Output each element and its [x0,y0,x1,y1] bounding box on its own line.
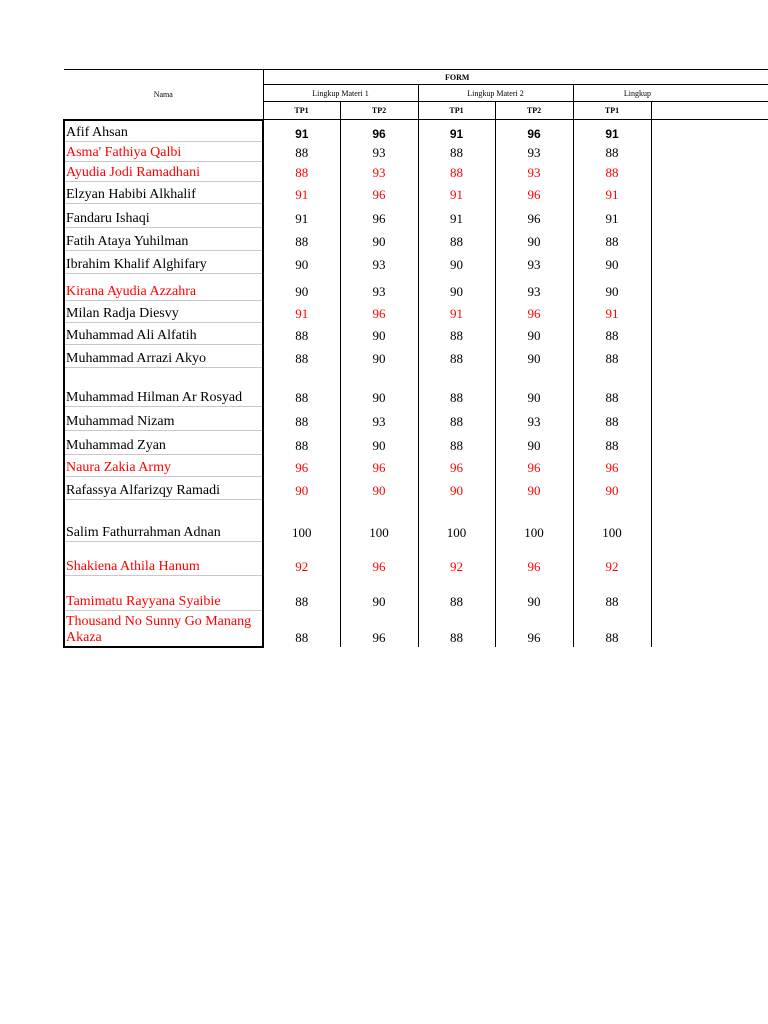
empty-cell [651,204,768,228]
score-cell: 96 [340,204,418,228]
score-cell: 90 [340,576,418,611]
score-cell: 96 [573,455,651,477]
grade-table [63,69,768,648]
score-cell: 90 [573,477,651,500]
score-cell: 96 [340,542,418,576]
score-cell: 88 [418,576,495,611]
table-row [64,477,768,500]
empty-cell [651,182,768,204]
score-cell: 88 [573,431,651,455]
score-cell: 90 [495,368,573,407]
score-cell: 88 [263,323,340,345]
score-cell: 100 [495,500,573,542]
student-name: Fandaru Ishaqi [64,204,263,228]
score-cell: 91 [573,204,651,228]
score-cell: 88 [418,611,495,647]
student-name: Kirana Ayudia Azzahra [64,274,263,301]
score-cell: 88 [263,368,340,407]
score-cell: 96 [263,455,340,477]
tp-header: TP1 [263,102,340,120]
empty-cell [651,455,768,477]
score-cell: 91 [418,301,495,323]
empty-cell [651,576,768,611]
score-cell: 88 [263,345,340,368]
student-name: Tamimatu Rayyana Syaibie [64,576,263,611]
empty-cell [651,228,768,251]
empty-cell [651,611,768,647]
score-cell: 88 [418,323,495,345]
score-cell: 88 [263,142,340,162]
score-cell: 90 [340,323,418,345]
table-row [64,455,768,477]
score-cell: 96 [495,542,573,576]
score-cell: 88 [573,323,651,345]
table-row [64,142,768,162]
student-name: Ibrahim Khalif Alghifary [64,251,263,274]
score-cell: 91 [263,120,340,142]
score-cell: 93 [495,407,573,431]
score-cell: 100 [418,500,495,542]
empty-cell [651,407,768,431]
empty-cell [651,301,768,323]
score-cell: 100 [340,500,418,542]
score-cell: 91 [418,204,495,228]
score-cell: 96 [418,455,495,477]
score-cell: 88 [573,345,651,368]
score-cell: 96 [495,455,573,477]
score-cell: 88 [418,368,495,407]
empty-cell [651,542,768,576]
student-name: Muhammad Hilman Ar Rosyad [64,368,263,407]
table-row [64,576,768,611]
score-cell: 92 [263,542,340,576]
score-cell: 88 [263,611,340,647]
score-cell: 88 [573,142,651,162]
score-cell: 90 [495,477,573,500]
score-cell: 93 [495,274,573,301]
student-name: Afif Ahsan [64,120,263,142]
table-row [64,162,768,182]
student-name: Muhammad Zyan [64,431,263,455]
score-cell: 100 [263,500,340,542]
group-header-1: Lingkup Materi 1 [263,85,418,102]
score-cell: 96 [495,120,573,142]
score-cell: 90 [340,477,418,500]
score-cell: 91 [573,120,651,142]
student-name: Muhammad Nizam [64,407,263,431]
score-cell: 96 [495,204,573,228]
student-name: Salim Fathurrahman Adnan [64,500,263,542]
score-cell: 92 [573,542,651,576]
score-cell: 88 [418,228,495,251]
student-name: Muhammad Arrazi Akyo [64,345,263,368]
empty-cell [651,477,768,500]
empty-cell [651,162,768,182]
table-row [64,368,768,407]
score-cell: 88 [418,431,495,455]
score-cell: 91 [418,182,495,204]
table-row [64,204,768,228]
tp-header: TP1 [573,102,651,120]
score-cell: 90 [573,251,651,274]
table-row [64,345,768,368]
student-name: Thousand No Sunny Go Manang Akaza [64,611,263,647]
score-cell: 90 [263,477,340,500]
student-name: Ayudia Jodi Ramadhani [64,162,263,182]
score-cell: 91 [418,120,495,142]
group-header-2: Lingkup Materi 2 [418,85,573,102]
empty-cell [651,251,768,274]
empty-cell [651,274,768,301]
student-name: Asma' Fathiya Qalbi [64,142,263,162]
score-cell: 88 [263,576,340,611]
form-header: FORM [263,70,651,85]
score-cell: 93 [495,251,573,274]
student-name: Fatih Ataya Yuhilman [64,228,263,251]
score-cell: 93 [495,142,573,162]
score-cell: 90 [340,345,418,368]
student-name: Shakiena Athila Hanum [64,542,263,576]
empty-cell [651,368,768,407]
score-cell: 90 [418,274,495,301]
score-cell: 100 [573,500,651,542]
score-cell: 88 [573,368,651,407]
score-cell: 88 [418,142,495,162]
score-cell: 96 [495,301,573,323]
table-row [64,407,768,431]
empty-cell [651,142,768,162]
score-cell: 88 [418,345,495,368]
table-row [64,120,768,142]
score-cell: 88 [573,611,651,647]
table-row [64,500,768,542]
score-cell: 91 [573,301,651,323]
score-cell: 90 [340,368,418,407]
table-row [64,301,768,323]
score-cell: 93 [340,162,418,182]
empty-cell [651,500,768,542]
score-cell: 90 [263,251,340,274]
empty-cell [651,345,768,368]
table-row [64,611,768,647]
table-row [64,182,768,204]
score-cell: 96 [340,120,418,142]
score-cell: 88 [263,431,340,455]
score-cell: 93 [340,142,418,162]
score-cell: 90 [418,251,495,274]
score-cell: 91 [263,204,340,228]
score-cell: 90 [340,228,418,251]
score-cell: 88 [418,407,495,431]
score-cell: 88 [573,407,651,431]
score-cell: 88 [573,162,651,182]
score-cell: 96 [340,455,418,477]
score-cell: 88 [573,576,651,611]
score-cell: 90 [495,431,573,455]
empty-cell [651,431,768,455]
score-cell: 91 [573,182,651,204]
score-cell: 88 [263,407,340,431]
score-cell: 90 [495,345,573,368]
score-cell: 90 [495,228,573,251]
table-row [64,228,768,251]
score-cell: 88 [573,228,651,251]
empty-cell [651,323,768,345]
spreadsheet [63,69,768,648]
score-cell: 96 [495,182,573,204]
student-name: Elzyan Habibi Alkhalif [64,182,263,204]
score-cell: 91 [263,182,340,204]
tp-header: TP2 [340,102,418,120]
score-cell: 96 [340,182,418,204]
score-cell: 96 [340,611,418,647]
table-row [64,542,768,576]
score-cell: 91 [263,301,340,323]
score-cell: 96 [495,611,573,647]
student-name: Naura Zakia Army [64,455,263,477]
student-name: Milan Radja Diesvy [64,301,263,323]
score-cell: 93 [340,407,418,431]
tp-header: TP1 [418,102,495,120]
table-row [64,431,768,455]
group-header-3: Lingkup [573,85,651,102]
student-name: Muhammad Ali Alfatih [64,323,263,345]
score-cell: 90 [495,323,573,345]
table-row [64,323,768,345]
score-cell: 90 [263,274,340,301]
nama-header: Nama [64,70,263,120]
table-row [64,274,768,301]
score-cell: 90 [418,477,495,500]
score-cell: 92 [418,542,495,576]
score-cell: 90 [573,274,651,301]
score-cell: 93 [495,162,573,182]
student-name: Rafassya Alfarizqy Ramadi [64,477,263,500]
score-cell: 93 [340,251,418,274]
table-row [64,251,768,274]
score-cell: 96 [340,301,418,323]
tp-header: TP2 [495,102,573,120]
score-cell: 88 [418,162,495,182]
student-rows [64,120,768,647]
score-cell: 88 [263,162,340,182]
empty-cell [651,120,768,142]
score-cell: 90 [340,431,418,455]
score-cell: 93 [340,274,418,301]
score-cell: 88 [263,228,340,251]
score-cell: 90 [495,576,573,611]
